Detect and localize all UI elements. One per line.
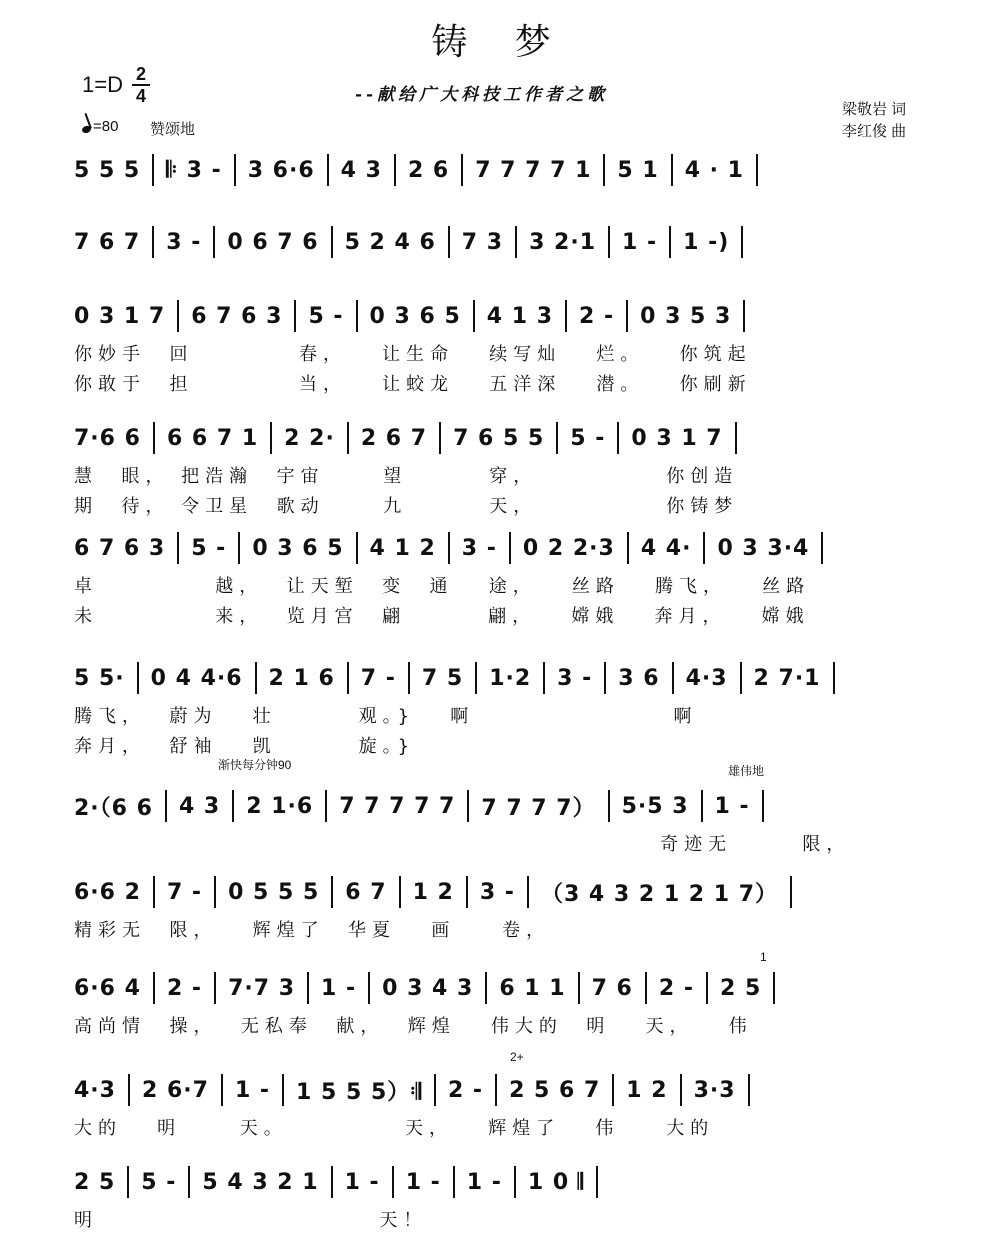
lyric-verse-1: 大的 明 天。 天， 辉煌了 伟 大的 [74, 1118, 715, 1139]
bar-line [556, 422, 558, 454]
second-ending-label: 2+ [510, 1050, 524, 1064]
bar-line [448, 532, 450, 564]
bar-line [608, 790, 610, 822]
measure: 6 6 7 1 [166, 425, 259, 451]
lyric-verse-1: 高尚情 操， 无私奉 献， 辉煌 伟大的 明 天， 伟 [74, 1016, 753, 1037]
measure: 1 - [234, 1077, 271, 1103]
time-signature-top: 2 [135, 64, 146, 84]
tempo-value: =80 [93, 118, 119, 135]
bar-line [327, 154, 329, 186]
measure: 7 6 5 5 [453, 425, 545, 451]
bar-line [701, 790, 703, 822]
notes-line [74, 296, 926, 336]
score-row [74, 658, 926, 757]
bar-line [706, 972, 708, 1004]
notes-line [74, 150, 926, 190]
measure: 7 5 [421, 665, 464, 691]
measure: 7 7 7 7 1 [475, 157, 592, 183]
measure: 5 5 5 [74, 157, 141, 183]
measure: 3 - [461, 535, 497, 561]
measure: 0 6 7 6 [227, 229, 319, 255]
bar-line [448, 226, 450, 258]
bar-line [603, 154, 605, 186]
measure: 0 3 5 3 [640, 303, 732, 329]
measure: 1 2 [412, 879, 454, 905]
measure: 7 7 7 7 7 [339, 793, 456, 819]
grandly-marking: 雄伟地 [728, 764, 765, 778]
lyric-verse-2: 未 来， 览月宫 翩 翩， 嫦娥 奔月， 嫦娥 [74, 606, 810, 627]
measure: 0 4 4·6 [150, 665, 243, 691]
bar-line [821, 532, 823, 564]
measure: 0 3 3·4 [717, 535, 810, 561]
measure: 6 1 1 [499, 975, 566, 1001]
bar-line [282, 1074, 284, 1106]
bar-line [331, 876, 333, 908]
measure: 1 -) [683, 229, 730, 255]
measure: 0 3 4 3 [382, 975, 474, 1001]
bar-line [461, 154, 463, 186]
bar-line [128, 1074, 130, 1106]
bar-line [627, 532, 629, 564]
measure: 1 - [405, 1169, 441, 1195]
bar-line [221, 1074, 223, 1106]
measure: 5 5· [74, 665, 125, 691]
measure: 4 1 2 [369, 535, 436, 561]
measure: 5 1 [617, 157, 659, 183]
measure: （3 4 3 2 1 2 1 7） [540, 881, 779, 907]
bar-line [177, 300, 179, 332]
bar-line [475, 662, 477, 694]
bar-line [453, 1166, 455, 1198]
measure: 0 3 1 7 [74, 303, 166, 329]
bar-line [270, 422, 272, 454]
measure: 1 0 𝄂 [527, 1169, 584, 1195]
bar-line [399, 876, 401, 908]
measure: 5 - [191, 535, 227, 561]
bar-line [578, 972, 580, 1004]
lyric-verse-2: 期 待， 令卫星 歌动 九 天， 你铸梦 [74, 496, 739, 517]
measure: 6 7 [345, 879, 387, 905]
bar-line [153, 422, 155, 454]
bar-line [347, 422, 349, 454]
score-row [74, 1070, 926, 1166]
lyric-verse-1: 腾飞， 蔚为 壮 观。} 啊 啊 [74, 706, 698, 727]
bar-line [392, 1166, 394, 1198]
score-row [74, 418, 926, 517]
measure: 5 - [308, 303, 344, 329]
accelerando-marking: 渐快每分钟90 [218, 758, 292, 772]
bar-line [434, 1074, 436, 1106]
time-signature-bottom: 4 [132, 84, 150, 106]
bar-line [214, 972, 216, 1004]
bar-line [127, 1166, 129, 1198]
measure: 5·5 3 [621, 793, 689, 819]
measure: 0 3 1 7 [631, 425, 723, 451]
measure: 4·3 [74, 1077, 116, 1103]
measure: 2·（6 6 [74, 795, 153, 821]
lyric-verse-1: 慧 眼， 把浩瀚 宇宙 望 穿， 你创造 [74, 466, 739, 487]
bar-line [680, 1074, 682, 1106]
bar-line [527, 876, 529, 908]
bar-line [608, 226, 610, 258]
bar-line [485, 972, 487, 1004]
measure: 7·6 6 [74, 425, 141, 451]
measure: 2 6 7 [360, 425, 428, 451]
measure: 1 - [344, 1169, 380, 1195]
measure: 7 6 7 [74, 229, 141, 255]
notes-line [74, 222, 926, 262]
bar-line [645, 972, 647, 1004]
tempo-marking [82, 118, 118, 135]
measure: 0 5 5 5 [228, 879, 320, 905]
notes-line [74, 528, 926, 568]
notes-line [74, 872, 926, 912]
bar-line [773, 972, 775, 1004]
bar-line [672, 662, 674, 694]
measure: 2 5 [719, 975, 762, 1001]
measure: 2 1·6 [246, 793, 314, 819]
notes-line [74, 658, 926, 698]
measure: 5 - [570, 425, 606, 451]
measure: 4 3 [340, 157, 382, 183]
measure: 𝄆 3 - [166, 157, 222, 183]
measure: 2 6·7 [141, 1077, 209, 1103]
lyric-verse-2: 你敢于 担 当， 让蛟龙 五洋深 潜。 你刷新 [74, 374, 752, 395]
lyric-verse-1: 精彩无 限， 辉煌了 华夏 画 卷， [74, 920, 551, 941]
lyricist-credit: 梁敬岩 词 [842, 101, 907, 118]
measure: 4 4· [640, 535, 692, 561]
measure: 2 - [166, 975, 203, 1001]
song-subtitle: --献给广大科技工作者之歌 [355, 85, 609, 105]
measure: 7 - [166, 879, 203, 905]
bar-line [356, 300, 358, 332]
bar-line [213, 226, 215, 258]
measure: 7 - [360, 665, 396, 691]
measure: 3 6 [618, 665, 660, 691]
bar-line [234, 154, 236, 186]
bar-line [514, 1166, 516, 1198]
lyric-verse-2: 奔月， 舒袖 凯 旋。} [74, 736, 416, 757]
bar-line [255, 662, 257, 694]
bar-line [188, 1166, 190, 1198]
measure: 3 - [557, 665, 593, 691]
bar-line [466, 876, 468, 908]
measure: 0 3 6 5 [369, 303, 461, 329]
measure: 2 - [658, 975, 694, 1001]
measure: 1·2 [489, 665, 532, 691]
bar-line [439, 422, 441, 454]
measure: 5 - [141, 1169, 177, 1195]
bar-line [509, 532, 511, 564]
bar-line [565, 300, 567, 332]
bar-line [596, 1166, 598, 1198]
bar-line [238, 532, 240, 564]
measure: 4 3 [178, 793, 221, 819]
bar-line [748, 1074, 750, 1106]
measure: 3·3 [693, 1077, 736, 1103]
score-row [74, 786, 926, 882]
bar-line [762, 790, 764, 822]
measure: 3 - [166, 229, 202, 255]
bar-line [473, 300, 475, 332]
measure: 2 5 [74, 1169, 116, 1195]
bar-line [495, 1074, 497, 1106]
song-title: 铸 梦 [431, 22, 569, 63]
measure: 7 7 7 7） [481, 795, 596, 821]
measure: 1 5 5 5）𝄇 [296, 1079, 422, 1105]
measure: 2 2· [284, 425, 335, 451]
notes-line [74, 418, 926, 458]
measure: 7 3 [461, 229, 504, 255]
measure: 4 1 3 [486, 303, 554, 329]
expression-marking: 赞颂地 [150, 121, 196, 138]
bar-line [356, 532, 358, 564]
measure: 7 6 [591, 975, 633, 1001]
bar-line [368, 972, 370, 1004]
measure: 6·6 2 [74, 879, 141, 905]
measure: 2 5 6 7 [509, 1077, 601, 1103]
measure: 6 7 6 3 [191, 303, 283, 329]
measure: 4 · 1 [684, 157, 744, 183]
measure: 5 2 4 6 [344, 229, 436, 255]
bar-line [790, 876, 792, 908]
score-row [74, 1162, 926, 1258]
lyric-verse-1: 你妙手 回 春， 让生命 续写灿 烂。 你筑起 [74, 344, 752, 365]
bar-line [394, 154, 396, 186]
bar-line [331, 1166, 333, 1198]
measure: 7·7 3 [228, 975, 296, 1001]
bar-line [669, 226, 671, 258]
bar-line [703, 532, 705, 564]
bar-line [467, 790, 469, 822]
measure: 2 - [447, 1077, 484, 1103]
measure: 3 2·1 [529, 229, 597, 255]
bar-line [743, 300, 745, 332]
bar-line [604, 662, 606, 694]
bar-line [626, 300, 628, 332]
bar-line [137, 662, 139, 694]
score-row [74, 296, 926, 395]
measure: 2 1 6 [268, 665, 335, 691]
bar-line [153, 876, 155, 908]
measure: 1 - [622, 229, 658, 255]
measure: 1 - [466, 1169, 502, 1195]
measure: 0 2 2·3 [522, 535, 615, 561]
measure: 2 7·1 [753, 665, 821, 691]
measure: 6 7 6 3 [74, 535, 166, 561]
score-row [74, 872, 926, 968]
lyric-verse-1: 明 天！ [74, 1210, 428, 1231]
measure: 1 - [321, 975, 357, 1001]
bar-line [331, 226, 333, 258]
quarter-note-icon [81, 125, 92, 135]
bar-line [165, 790, 167, 822]
measure: 6·6 4 [74, 975, 141, 1001]
bar-line [214, 876, 216, 908]
bar-line [325, 790, 327, 822]
bar-line [347, 662, 349, 694]
lyric-verse-1: 奇迹无 限， [74, 834, 851, 855]
notes-line [74, 1070, 926, 1110]
bar-line [152, 226, 154, 258]
bar-line [153, 972, 155, 1004]
bar-line [152, 154, 154, 186]
score-row [74, 528, 926, 627]
time-signature [132, 64, 150, 106]
measure: 3 - [479, 879, 515, 905]
bar-line [617, 422, 619, 454]
bar-line [177, 532, 179, 564]
composer-credit: 李红俊 曲 [842, 123, 907, 140]
measure: 4·3 [685, 665, 728, 691]
bar-line [294, 300, 296, 332]
bar-line [515, 226, 517, 258]
measure: 1 - [714, 793, 750, 819]
measure: 3 6·6 [247, 157, 315, 183]
measure: 2 - [579, 303, 615, 329]
notes-line [74, 968, 926, 1008]
bar-line [408, 662, 410, 694]
score-row [74, 968, 926, 1064]
bar-line [543, 662, 545, 694]
notes-line [74, 1162, 926, 1202]
bar-line [612, 1074, 614, 1106]
bar-line [740, 662, 742, 694]
lyric-verse-1: 卓 越， 让天堑 变 通 途， 丝路 腾飞， 丝路 [74, 576, 811, 597]
bar-line [833, 662, 835, 694]
bar-line [756, 154, 758, 186]
first-ending-label: 1 [760, 950, 767, 964]
bar-line [741, 226, 743, 258]
key-signature: 1=D [82, 72, 123, 97]
measure: 0 3 6 5 [252, 535, 344, 561]
bar-line [232, 790, 234, 822]
notes-line [74, 786, 926, 826]
measure: 1 2 [626, 1077, 668, 1103]
measure: 2 6 [407, 157, 450, 183]
bar-line [735, 422, 737, 454]
bar-line [307, 972, 309, 1004]
bar-line [671, 154, 673, 186]
measure: 5 4 3 2 1 [202, 1169, 319, 1195]
